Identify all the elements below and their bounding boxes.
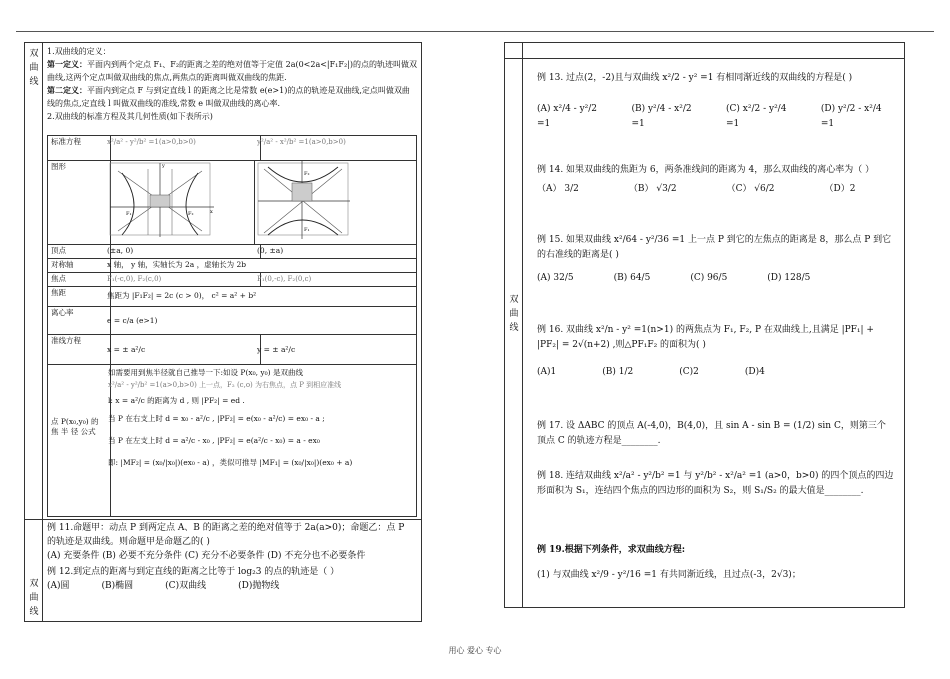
ex12: 例 12.到定点的距离与到定直线的距离之比等于 log₂3 的点的轨迹是（ ） [47,567,340,577]
examples-11-12 [47,521,415,593]
def2 [47,84,417,110]
row-symmetry [48,258,416,273]
cell-std-eq-2: y²/a² - x²/b² =1(a>0,b>0) [257,138,346,146]
radius-line: x²/a² - y²/b² =1(a>0,b>0) 上一点，F₂ (c,o) 为右焦点，点 P 到相应准线 [108,381,342,389]
option: (B) 64/5 [613,273,651,283]
left-sidebar-bottom [25,519,43,621]
row-figure [48,160,416,245]
radius-line: 即: |MF₂| = (x₀/|x₀|)(ex₀ - a) ，类似可推导 |MF₁| = (x₀/|x₀|)(ex₀ + a) [108,458,353,467]
ex13 [537,71,894,132]
ex11-options: (A) 充要条件 (B) 必要不充分条件 (C) 充分不必要条件 (D) 不充分也不必要条件 [47,551,366,561]
cell-label: 离心率 [48,307,111,335]
sidebar-char: 线 [29,77,39,87]
row-focus [48,272,416,287]
row-std-eq [48,136,416,160]
ex17: 例 17. 设 ΔABC 的顶点 A(-4,0)，B(4,0)，且 sin A - sin B = (1/2) sin C，则第三个顶点 C 的轨迹方程是________. [537,421,886,446]
cell-label: 焦距 [48,287,111,307]
option: (C)双曲线 [165,581,207,591]
left-sidebar-top [25,43,43,519]
radius-line: 当 P 在右支上时 d = x₀ - a²/c , |PF₂| = e(x₀ - a²/c) = ex₀ - a ; [108,414,325,423]
option: （A） 3/2 [537,184,579,194]
radius-line: 当 P 在左支上时 d = a²/c - x₀ , |PF₂| = e(a²/c - x₀) = a - ex₀ [108,436,320,445]
cell-std-eq-1: x²/a² - y²/b² =1(a>0,b>0) [104,136,261,160]
svg-text:y: y [162,163,165,169]
option: (C)2 [679,367,699,377]
left-content [43,43,421,621]
ex15-options [537,271,894,286]
option: (D)抛物线 [238,581,280,591]
option: (D) y²/2 - x²/4 =1 [820,104,882,129]
option: (C) x²/2 - y²/4 =1 [726,104,787,129]
option: (A) 32/5 [537,273,574,283]
cell-figure-1 [104,161,255,245]
option: (B) y²/4 - x²/2 =1 [631,104,692,129]
right-panel [504,42,905,608]
def1 [47,58,417,84]
ex16-question: 例 16. 双曲线 x²/n - y² =1(n>1) 的两焦点为 F₁, F₂, P 在双曲线上,且满足 |PF₁| + |PF₂| = 2√(n+2) ,则△PF₁F₂ 的面积为( ) [537,325,874,350]
row-vertex [48,244,416,259]
hyperbola-x-figure [104,161,250,241]
svg-text:F₂: F₂ [304,171,310,177]
property-table [47,135,417,517]
hyperbola-y-figure [254,161,404,241]
sidebar-char: 双 [509,295,519,305]
left-panel [24,42,422,622]
option: (B) 1/2 [602,367,634,377]
sidebar-char: 线 [509,323,519,333]
cell-vertex-2: (0, ±a) [257,246,284,255]
ex19-part1: (1) 与双曲线 x²/9 - y²/16 =1 有共同渐近线，且过点(-3，2√3)； [537,570,801,580]
def2-text: 平面内到定点 F 与到定直线 l 的距离之比是常数 e(e>1)的点的轨迹是双曲线,定点叫做双曲线的焦点,定直线 l 叫做双曲线的准线,常数 e 叫做双曲线的离心率. [47,86,410,108]
ex12-options [47,579,415,593]
radius-line: 如需要用到焦半径就自己推导一下:如设 P(x₀, y₀) 是双曲线 [108,368,303,377]
header-rule [16,31,934,32]
ex13-question: 例 13. 过点(2，-2)且与双曲线 x²/2 - y² =1 有相同渐近线的双曲线的方程是( ) [537,73,853,83]
section1 [47,45,417,123]
ex19-title: 例 19.根据下列条件，求双曲线方程: [537,545,686,555]
sidebar-char: 线 [29,607,39,617]
option: (D) 128/5 [767,273,811,283]
section2-title: 2.双曲线的标准方程及其几何性质(如下表所示) [47,112,213,121]
option: （D）2 [824,184,856,194]
right-content [523,43,904,607]
cell-focal: 焦距为 |F₁F₂| = 2c (c > 0)， c² = a² + b² [107,291,257,300]
option: (A)1 [537,367,557,377]
sidebar-char: 双 [29,49,39,59]
cell-directrix-1: x = ± a²/c [104,335,261,365]
ex19 [537,543,894,583]
cell-focus-2: F₁(0,-c), F₂(0,c) [257,275,312,283]
ex11: 例 11.命题甲：动点 P 到两定点 A、B 的距离之差的绝对值等于 2a(a>0)；命题乙：点 P 的轨迹是双曲线。则命题甲是命题乙的( ) [47,523,405,547]
row-ecc [48,306,416,335]
option: (A) x²/4 - y²/2 =1 [537,104,598,129]
ex15-question: 例 15. 如果双曲线 x²/64 - y²/36 =1 上一点 P 到它的左焦点的距离是 8，那么点 P 到它的右准线的距离是( ) [537,235,892,260]
svg-text:F₁: F₁ [304,227,310,233]
sidebar-char: 曲 [509,309,519,319]
option: （B） √3/2 [628,184,677,194]
option: (B)椭圆 [101,581,134,591]
option: (A)圆 [47,581,70,591]
cell-label: 标准方程 [48,136,111,160]
ex16-options [537,365,894,380]
cell-label: 准线方程 [48,335,111,365]
footer-text: 用心 爱心 专心 [448,646,502,655]
cell-radius [104,365,416,471]
sidebar-char: 曲 [29,593,39,603]
cell-focus-1: F₁(-c,0), F₂(c,0) [104,273,261,287]
row-focal [48,286,416,307]
cell-directrix-2: y = ± a²/c [257,345,296,354]
cell-label: 顶点 [48,245,111,259]
cell-label: 对称轴 [48,259,111,273]
ex18: 例 18. 连结双曲线 x²/a² - y²/b² =1 与 y²/b² - x²/a² =1 (a>0，b>0) 的四个顶点的四边形面积为 S₁，连结四个焦点的四边形的面积为 S₂，则 S₁/S₂ 的最大值是________. [537,471,894,496]
svg-text:F₁: F₁ [126,211,132,217]
ex13-options [537,102,894,132]
ex14-options [537,182,894,197]
right-sidebar [505,43,523,607]
sidebar-char: 曲 [29,63,39,73]
ex14-question: 例 14. 如果双曲线的焦距为 6，两条准线间的距离为 4，那么双曲线的离心率为（ ） [537,165,875,175]
option: (C) 96/5 [690,273,728,283]
row-radius [48,364,416,516]
cell-figure-2 [254,161,416,245]
cell-symmetry: x 轴， y 轴，实轴长为 2a ，虚轴长为 2b [107,260,247,269]
cell-vertex-1: (±a, 0) [104,245,261,259]
svg-text:x: x [210,209,213,215]
def1-text: 平面内到两个定点 F₁、F₂的距离之差的绝对值等于定值 2a(0<2a<|F₁F₂|)的点的轨迹叫做双曲线,这两个定点叫做双曲线的焦点,两焦点的距离叫做双曲线的焦距. [47,60,417,82]
row-directrix [48,334,416,365]
def1-label: 第一定义： [47,59,87,69]
svg-text:F₂: F₂ [188,211,194,217]
option: (D)4 [744,367,765,377]
option: （C） √6/2 [726,184,775,194]
ex14 [537,163,894,197]
section1-title: 1.双曲线的定义： [47,47,111,56]
cell-label: 点 P(x₀,y₀) 的 焦 半 径 公式 [48,365,111,516]
ex15 [537,233,894,286]
cell-label: 焦点 [48,273,111,287]
sidebar-char: 双 [29,579,39,589]
def2-label: 第二定义： [47,85,87,95]
radius-line: l: x = a²/c 的距离为 d , 则 |PF₂| = ed . [108,396,245,405]
cell-label: 图形 [48,161,111,245]
ex16 [537,323,894,380]
cell-ecc: e = c/a (e>1) [107,316,158,325]
